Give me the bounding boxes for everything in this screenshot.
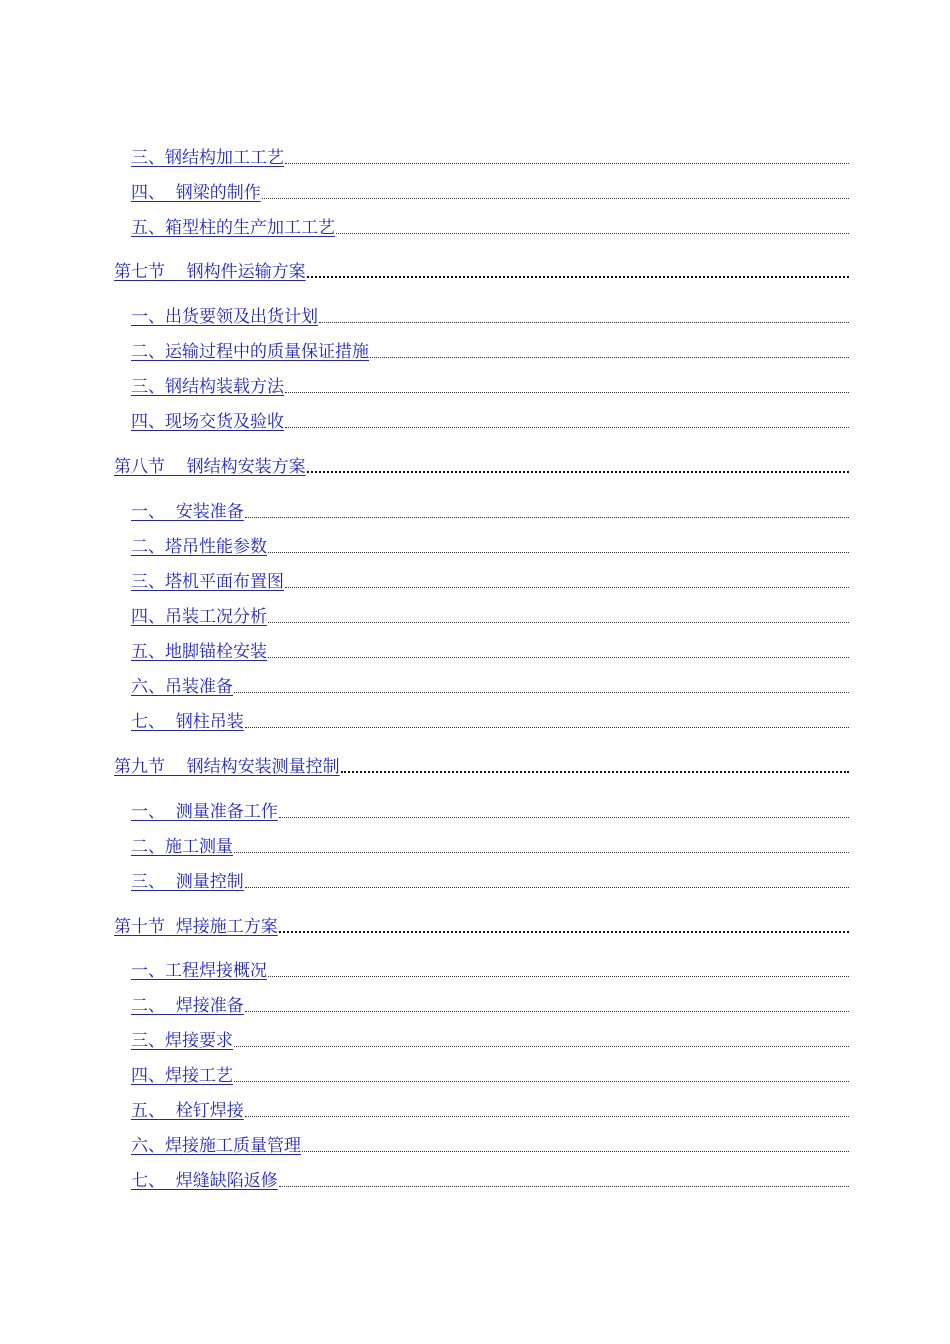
dot-leader: [285, 392, 849, 393]
toc-section-label: 第九节 钢结构安装测量控制: [114, 757, 340, 777]
toc-entry-tower-crane-layout[interactable]: [131, 566, 849, 592]
toc-entry-anchor-bolt-installation[interactable]: [131, 636, 849, 662]
toc-entry-label: 三、钢结构加工工艺: [131, 148, 284, 168]
toc-entry-welding-preparation[interactable]: [131, 990, 849, 1016]
toc-section-label: 第十节 焊接施工方案: [114, 917, 278, 937]
dot-leader: [341, 771, 849, 773]
dot-leader: [307, 276, 849, 278]
toc-entry-welding-quality-management[interactable]: [131, 1130, 849, 1156]
toc-section-10-welding-plan[interactable]: [114, 911, 849, 937]
toc-entry-welding-process[interactable]: [131, 1060, 849, 1086]
toc-entry-welding-overview[interactable]: [131, 955, 849, 981]
toc-entry-label: 七、 钢柱吊装: [131, 712, 244, 732]
toc-entry-box-column-processing[interactable]: [131, 212, 849, 238]
toc-entry-label: 五、 栓钉焊接: [131, 1101, 244, 1121]
dot-leader: [268, 657, 849, 658]
toc-section-8-installation-plan[interactable]: [114, 451, 849, 477]
toc-entry-label: 四、 钢梁的制作: [131, 183, 261, 203]
dot-leader: [285, 163, 849, 164]
toc-entry-label: 一、 安装准备: [131, 502, 244, 522]
toc-entry-survey-control[interactable]: [131, 866, 849, 892]
dot-leader: [245, 887, 849, 888]
dot-leader: [245, 1116, 849, 1117]
toc-entry-installation-preparation[interactable]: [131, 496, 849, 522]
dot-leader: [234, 852, 849, 853]
toc-entry-site-delivery-acceptance[interactable]: [131, 406, 849, 432]
toc-entry-label: 三、 测量控制: [131, 872, 244, 892]
dot-leader: [268, 552, 849, 553]
dot-leader: [336, 233, 849, 234]
dot-leader: [245, 727, 849, 728]
toc-section-7-transport-plan[interactable]: [114, 256, 849, 282]
dot-leader: [285, 587, 849, 588]
toc-entry-lifting-analysis[interactable]: [131, 601, 849, 627]
toc-entry-label: 六、焊接施工质量管理: [131, 1136, 301, 1156]
dot-leader: [319, 322, 849, 323]
dot-leader: [302, 1151, 849, 1152]
toc-entry-welding-requirements[interactable]: [131, 1025, 849, 1051]
dot-leader: [234, 1081, 849, 1082]
toc-entry-steel-beam-fabrication[interactable]: [131, 177, 849, 203]
dot-leader: [279, 931, 849, 933]
toc-entry-weld-defect-repair[interactable]: [131, 1165, 849, 1191]
dot-leader: [245, 517, 849, 518]
toc-entry-stud-welding[interactable]: [131, 1095, 849, 1121]
toc-entry-label: 三、塔机平面布置图: [131, 572, 284, 592]
toc-entry-loading-method[interactable]: [131, 371, 849, 397]
toc-entry-label: 六、吊装准备: [131, 677, 233, 697]
dot-leader: [285, 427, 849, 428]
toc-entry-construction-survey[interactable]: [131, 831, 849, 857]
toc-entry-label: 四、现场交货及验收: [131, 412, 284, 432]
dot-leader: [262, 198, 849, 199]
toc-entry-label: 一、出货要领及出货计划: [131, 307, 318, 327]
toc-entry-label: 二、运输过程中的质量保证措施: [131, 342, 369, 362]
toc-entry-shipping-plan[interactable]: [131, 301, 849, 327]
dot-leader: [245, 1011, 849, 1012]
toc-entry-label: 二、 焊接准备: [131, 996, 244, 1016]
toc-entry-label: 五、地脚锚栓安装: [131, 642, 267, 662]
dot-leader: [234, 1046, 849, 1047]
toc-entry-survey-preparation[interactable]: [131, 796, 849, 822]
toc-entry-label: 三、焊接要求: [131, 1031, 233, 1051]
dot-leader: [279, 1186, 849, 1187]
toc-entry-lifting-preparation[interactable]: [131, 671, 849, 697]
toc-entry-label: 三、钢结构装载方法: [131, 377, 284, 397]
toc-entry-label: 一、 测量准备工作: [131, 802, 278, 822]
toc-section-label: 第八节 钢结构安装方案: [114, 457, 306, 477]
toc-entry-label: 七、 焊缝缺陷返修: [131, 1171, 278, 1191]
dot-leader: [268, 622, 849, 623]
toc-entry-label: 五、箱型柱的生产加工工艺: [131, 218, 335, 238]
dot-leader: [268, 976, 849, 977]
dot-leader: [307, 471, 849, 473]
toc-entry-steel-processing-technology[interactable]: [131, 142, 849, 168]
toc-section-9-survey-control[interactable]: [114, 751, 849, 777]
dot-leader: [370, 357, 849, 358]
toc-section-label: 第七节 钢构件运输方案: [114, 262, 306, 282]
toc-entry-transport-quality-measures[interactable]: [131, 336, 849, 362]
toc-entry-label: 二、施工测量: [131, 837, 233, 857]
dot-leader: [234, 692, 849, 693]
toc-entry-label: 二、塔吊性能参数: [131, 537, 267, 557]
toc-entry-steel-column-lifting[interactable]: [131, 706, 849, 732]
toc-entry-tower-crane-parameters[interactable]: [131, 531, 849, 557]
toc-entry-label: 四、吊装工况分析: [131, 607, 267, 627]
toc-entry-label: 一、工程焊接概况: [131, 961, 267, 981]
toc-entry-label: 四、焊接工艺: [131, 1066, 233, 1086]
dot-leader: [279, 817, 849, 818]
